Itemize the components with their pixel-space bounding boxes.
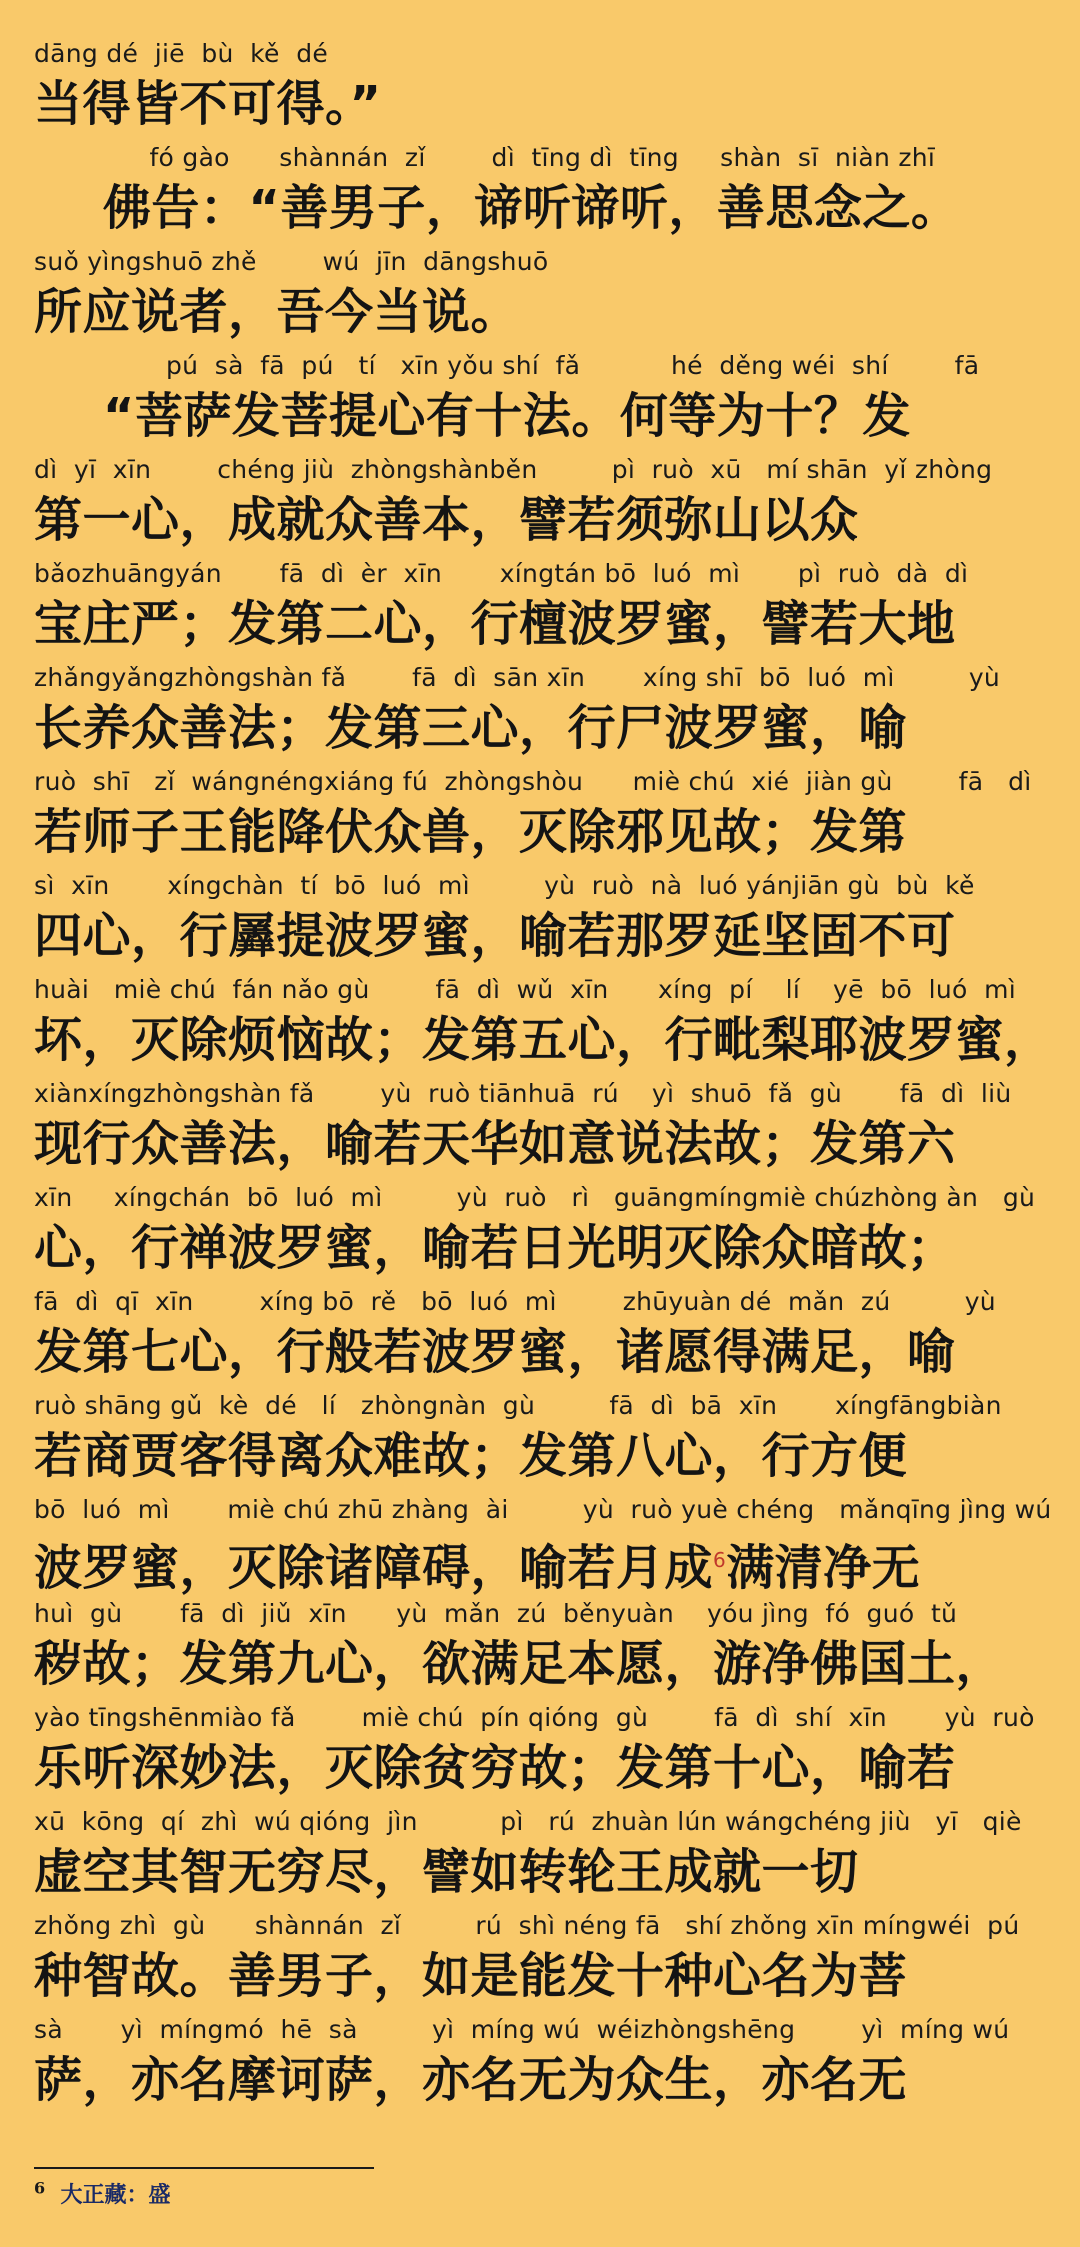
hanzi-row: 若师子王能降伏众兽，灭除邪见故；发第 — [34, 804, 908, 860]
pinyin-row: fó gào shànnán zǐ dì tīng dì tīng shàn sī niàn zhī — [34, 143, 936, 172]
text-line — [34, 1806, 1054, 1910]
hanzi-row: 若商贾客得离众难故；发第八心，行方便 — [34, 1428, 908, 1484]
pinyin-row: suǒ yìngshuō zhě wú jīn dāngshuō — [34, 247, 549, 276]
pinyin-row: huì gù fā dì jiǔ xīn yù mǎn zú běnyuàn yóu jìng fó guó tǔ — [34, 1599, 958, 1628]
hanzi-row: 第一心，成就众善本，譬若须弥山以众 — [34, 492, 859, 548]
text-line — [34, 2014, 1054, 2118]
footnote-text: 大正藏：盛 — [60, 2182, 171, 2208]
text-line — [34, 766, 1054, 870]
hanzi-segment: 波罗蜜，灭除诸障碍，喻若月成 — [34, 1540, 714, 1596]
pinyin-row: dì yī xīn chéng jiù zhòngshànběn pì ruò xū mí shān yǐ zhòng — [34, 455, 993, 484]
hanzi-row: 宝庄严；发第二心，行檀波罗蜜，譬若大地 — [34, 596, 956, 652]
footnote-divider — [34, 2167, 374, 2169]
hanzi-row: 虚空其智无穷尽，譬如转轮王成就一切 — [34, 1844, 859, 1900]
text-line — [34, 1598, 1054, 1702]
text-line — [34, 1182, 1054, 1286]
text-line — [34, 870, 1054, 974]
text-line — [34, 662, 1054, 766]
footnote — [34, 2178, 170, 2209]
footnote-ref[interactable]: 6 — [713, 1548, 727, 1572]
pinyin-row: bō luó mì miè chú zhū zhàng ài yù ruò yuè chéng mǎnqīng jìng wú — [34, 1495, 1052, 1524]
hanzi-row — [34, 1530, 1054, 1598]
pinyin-row: ruò shī zǐ wángnéngxiáng fú zhòngshòu miè chú xié jiàn gù fā dì — [34, 767, 1032, 796]
text-line — [34, 974, 1054, 1078]
hanzi-row: “菩萨发菩提心有十法。何等为十？发 — [34, 388, 911, 444]
hanzi-row: 所应说者，吾今当说。 — [34, 284, 520, 340]
text-line — [34, 1286, 1054, 1390]
pinyin-row: sà yì míngmó hē sà yì míng wú wéizhòngshēng yì míng wú — [34, 2015, 1010, 2044]
pinyin-row: xīn xíngchán bō luó mì yù ruò rì guāngmíngmiè chúzhòng àn gù — [34, 1183, 1036, 1212]
hanzi-row: 四心，行羼提波罗蜜，喻若那罗延坚固不可 — [34, 908, 956, 964]
pinyin-row: pú sà fā pú tí xīn yǒu shí fǎ hé děng wéi shí fā — [34, 351, 980, 380]
hanzi-row: 当得皆不可得。” — [34, 76, 382, 132]
pinyin-row: yào tīngshēnmiào fǎ miè chú pín qióng gù fā dì shí xīn yù ruò — [34, 1703, 1035, 1732]
hanzi-row: 佛告：“善男子，谛听谛听，善思念之。 — [34, 180, 960, 236]
text-line — [34, 1494, 1054, 1598]
text-line — [34, 454, 1054, 558]
hanzi-row: 现行众善法，喻若天华如意说法故；发第六 — [34, 1116, 956, 1172]
pinyin-row: zhǒng zhì gù shànnán zǐ rú shì néng fā shí zhǒng xīn míngwéi pú — [34, 1911, 1020, 1940]
text-line — [34, 142, 1054, 246]
text-line — [34, 1078, 1054, 1182]
hanzi-row: 坏，灭除烦恼故；发第五心，行毗梨耶波罗蜜， — [34, 1012, 1053, 1068]
footnote-number: 6 — [34, 2178, 46, 2198]
hanzi-segment: 满清净无 — [726, 1540, 921, 1596]
text-line — [34, 38, 1054, 142]
hanzi-row: 长养众善法；发第三心，行尸波罗蜜，喻 — [34, 700, 908, 756]
pinyin-row: bǎozhuāngyán fā dì èr xīn xíngtán bō luó mì pì ruò dà dì — [34, 559, 969, 588]
text-line — [34, 558, 1054, 662]
pinyin-row: xū kōng qí zhì wú qióng jìn pì rú zhuàn lún wángchéng jiù yī qiè — [34, 1807, 1022, 1836]
pinyin-row: huài miè chú fán nǎo gù fā dì wǔ xīn xíng pí lí yē bō luó mì — [34, 975, 1016, 1004]
hanzi-row: 乐听深妙法，灭除贫穷故；发第十心，喻若 — [34, 1740, 956, 1796]
hanzi-row: 萨，亦名摩诃萨，亦名无为众生，亦名无 — [34, 2052, 908, 2108]
text-line — [34, 246, 1054, 350]
pinyin-row: fā dì qī xīn xíng bō rě bō luó mì zhūyuàn dé mǎn zú yù — [34, 1287, 996, 1316]
pinyin-row: dāng dé jiē bù kě dé — [34, 39, 329, 68]
pinyin-row: ruò shāng gǔ kè dé lí zhòngnàn gù fā dì bā xīn xíngfāngbiàn — [34, 1391, 1002, 1420]
hanzi-row: 心，行禅波罗蜜，喻若日光明灭除众暗故； — [34, 1220, 956, 1276]
text-line — [34, 350, 1054, 454]
text-line — [34, 1390, 1054, 1494]
pinyin-row: zhǎngyǎngzhòngshàn fǎ fā dì sān xīn xíng shī bō luó mì yù — [34, 663, 1001, 692]
hanzi-row: 秽故；发第九心，欲满足本愿，游净佛国土， — [34, 1636, 1005, 1692]
text-line — [34, 1910, 1054, 2014]
hanzi-row: 发第七心，行般若波罗蜜，诸愿得满足，喻 — [34, 1324, 956, 1380]
pinyin-row: xiànxíngzhòngshàn fǎ yù ruò tiānhuā rú yì shuō fǎ gù fā dì liù — [34, 1079, 1012, 1108]
hanzi-row: 种智故。善男子，如是能发十种心名为菩 — [34, 1948, 908, 2004]
text-line — [34, 1702, 1054, 1806]
pinyin-row: sì xīn xíngchàn tí bō luó mì yù ruò nà luó yánjiān gù bù kě — [34, 871, 975, 900]
